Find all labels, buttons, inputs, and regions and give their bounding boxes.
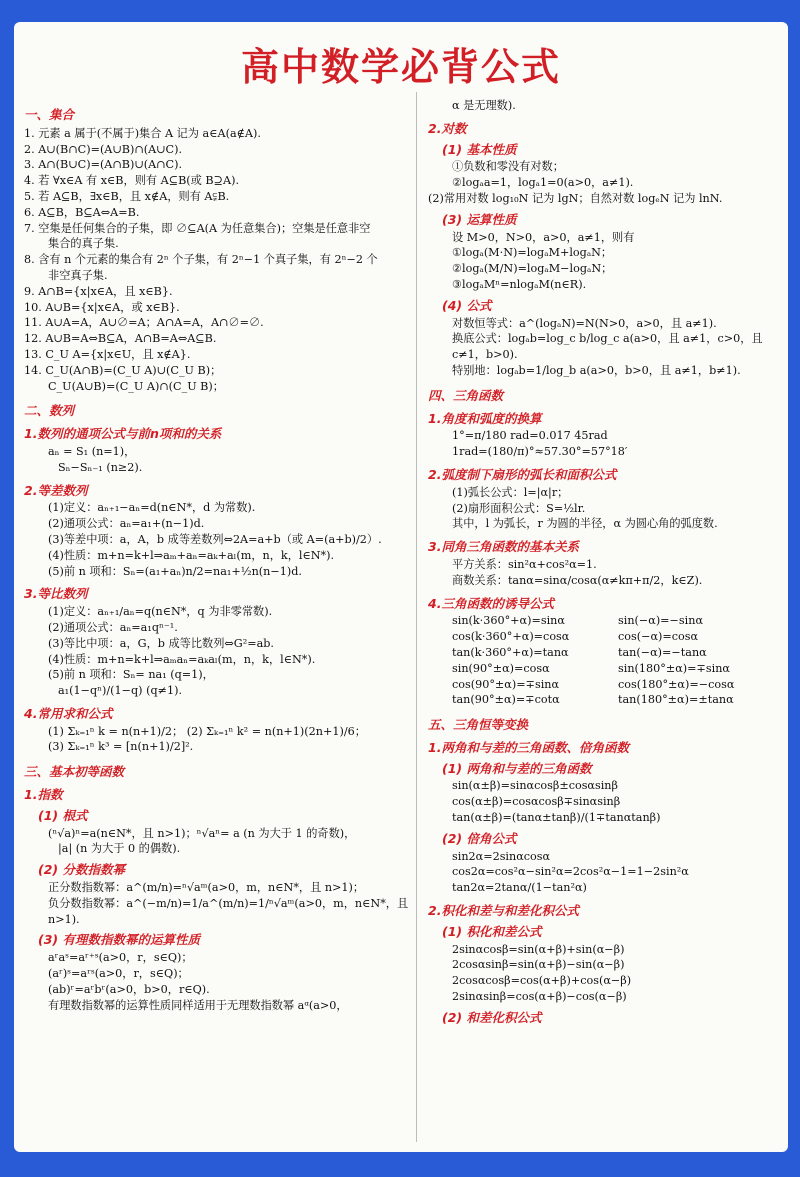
section-heading: 3.等比数列 xyxy=(24,586,88,602)
formula-line: (2)通项公式：aₙ=a₁+(n−1)d. xyxy=(48,517,205,531)
page-title: 高中数学必背公式 xyxy=(240,45,561,89)
section-heading: (1) 根式 xyxy=(38,807,88,823)
formula-line: (3)等比中项：a，G，b 成等比数列⇔G²=ab. xyxy=(48,636,274,650)
formula-line: |a| (n 为大于 0 的偶数). xyxy=(58,842,181,856)
formula-line: ①负数和零没有对数； xyxy=(452,160,564,174)
formula-line: (2)扇形面积公式：S=½lr. xyxy=(452,501,586,515)
formula-line: 2cosαcosβ=cos(α+β)+cos(α−β) xyxy=(452,974,632,988)
left-column xyxy=(24,98,412,1013)
section-heading: (2) 倍角公式 xyxy=(442,830,517,846)
section-heading: 1.角度和弧度的换算 xyxy=(428,410,542,426)
formula-sheet xyxy=(14,22,788,1152)
formula-line: sin(α±β)=sinαcosβ±cosαsinβ xyxy=(452,779,618,793)
formula-right: cos(180°±α)=−cosα xyxy=(618,677,735,691)
formula-line: 平方关系：sin²α+cos²α=1. xyxy=(452,557,597,571)
section-heading: (1) 两角和与差的三角函数 xyxy=(442,760,592,776)
formula-line: (3)等差中项：a，A，b 成等差数列⇔2A=a+b（或 A=(a+b)/2）. xyxy=(48,532,382,546)
formula-line: (1) Σₖ₌₁ⁿ k = n(n+1)/2； (2) Σₖ₌₁ⁿ k² = n(n+1)(2n+1)/6； xyxy=(48,724,366,738)
section-heading: 一、集合 xyxy=(24,107,75,122)
formula-line: 正分数指数幂：a^(m/n)=ⁿ√aᵐ(a>0，m，n∈N*，且 n>1)； xyxy=(48,881,365,895)
formula-row xyxy=(428,613,784,629)
formula-line: aₙ = S₁ (n=1)， xyxy=(48,444,136,458)
formula-line: 1rad=(180/π)°≈57.30°=57°18′ xyxy=(452,445,628,459)
section-heading: 4.三角函数的诱导公式 xyxy=(428,595,554,611)
formula-line: 12. A∪B=A⇔B⊆A，A∩B=A⇔A⊆B. xyxy=(24,332,217,346)
formula-right: cos(−α)=cosα xyxy=(618,630,699,644)
formula-line: 10. A∪B={x|x∈A，或 x∈B}. xyxy=(24,300,180,314)
section-heading: (1) 基本性质 xyxy=(442,141,517,157)
formula-right: sin(−α)=−sinα xyxy=(618,614,704,628)
formula-line: sin2α=2sinαcosα xyxy=(452,849,551,863)
formula-line: 13. C_U A={x|x∈U，且 x∉A}. xyxy=(24,347,191,361)
formula-line: 5. 若 A⊆B，∃x∈B，且 x∉A，则有 A⫋B. xyxy=(24,189,230,203)
formula-left: tan(90°±α)=∓cotα xyxy=(452,693,560,707)
formula-line: (5)前 n 项和：Sₙ=(a₁+aₙ)n/2=na₁+½n(n−1)d. xyxy=(48,564,302,578)
formula-line: 8. 含有 n 个元素的集合有 2ⁿ 个子集，有 2ⁿ−1 个真子集，有 2ⁿ−2 个 xyxy=(24,253,378,267)
section-heading: 1.指数 xyxy=(24,787,63,803)
formula-line: 4. 若 ∀x∈A 有 x∈B，则有 A⊆B(或 B⊇A). xyxy=(24,174,240,188)
formula-line: 集合的真子集. xyxy=(48,237,119,251)
section-heading: 二、数列 xyxy=(24,403,75,419)
section-heading: 2.弧度制下扇形的弧长和面积公式 xyxy=(428,466,617,482)
section-heading: (1) 积化和差公式 xyxy=(442,923,542,939)
section-heading: 1.数列的通项公式与前n项和的关系 xyxy=(24,426,222,442)
section-heading: (3) 有理数指数幂的运算性质 xyxy=(38,932,200,948)
formula-right: tan(−α)=−tanα xyxy=(618,645,707,659)
formula-line: (2)通项公式：aₙ=a₁qⁿ⁻¹. xyxy=(48,620,178,634)
section-heading: (2) 和差化积公式 xyxy=(442,1009,542,1025)
formula-line: tan2α=2tanα/(1−tan²α) xyxy=(452,881,587,895)
section-heading: 2.对数 xyxy=(428,120,467,136)
formula-line: 非空真子集. xyxy=(48,268,108,282)
formula-line: cos2α=cos²α−sin²α=2cos²α−1=1−2sin²α xyxy=(452,865,689,879)
formula-line: 2sinαsinβ=cos(α+β)−cos(α−β) xyxy=(452,990,627,1004)
formula-line: cos(α±β)=cosαcosβ∓sinαsinβ xyxy=(452,795,621,809)
formula-line: 2cosαsinβ=sin(α+β)−sin(α−β) xyxy=(452,958,625,972)
formula-line: 2. A∪(B∩C)=(A∪B)∩(A∪C). xyxy=(24,142,183,156)
formula-line: 对数恒等式：a^(logₐN)=N(N>0，a>0，且 a≠1). xyxy=(452,316,717,330)
formula-line: 6. A⊆B，B⊆A⇔A=B. xyxy=(24,205,140,219)
formula-left: sin(k·360°+α)=sinα xyxy=(452,614,565,628)
formula-line: C_U(A∪B)=(C_U A)∩(C_U B)； xyxy=(48,379,224,393)
right-column xyxy=(428,98,784,1028)
column-divider xyxy=(416,92,417,1142)
section-heading: 4.常用求和公式 xyxy=(24,705,113,721)
formula-row xyxy=(428,645,784,661)
formula-row xyxy=(428,629,784,645)
formula-row xyxy=(428,661,784,677)
formula-line: 7. 空集是任何集合的子集，即 ∅⊆A(A 为任意集合)；空集是任意非空 xyxy=(24,221,371,235)
formula-line: α 是无理数). xyxy=(452,99,516,112)
section-heading: 五、三角恒等变换 xyxy=(428,717,529,733)
formula-row xyxy=(428,692,784,708)
section-heading: 1.两角和与差的三角函数、倍角函数 xyxy=(428,739,629,755)
formula-line: 2sinαcosβ=sin(α+β)+sin(α−β) xyxy=(452,942,625,956)
formula-line: 其中，l 为弧长，r 为圆的半径，α 为圆心角的弧度数. xyxy=(452,517,718,531)
formula-line: (3) Σₖ₌₁ⁿ k³ = [n(n+1)/2]². xyxy=(48,740,194,754)
formula-right: tan(180°±α)=±tanα xyxy=(618,693,734,707)
formula-left: cos(k·360°+α)=cosα xyxy=(452,630,570,644)
formula-line: ②logₐ(M/N)=logₐM−logₐN； xyxy=(452,262,613,276)
formula-line: (5)前 n 项和：Sₙ= na₁ (q=1)， xyxy=(48,668,214,682)
formula-line: aʳaˢ=aʳ⁺ˢ(a>0，r，s∈Q)； xyxy=(48,951,193,965)
formula-line: (2)常用对数 log₁₀N 记为 lgN；自然对数 logₑN 记为 lnN. xyxy=(428,191,723,205)
formula-line: (ⁿ√a)ⁿ=a(n∈N*，且 n>1)；ⁿ√aⁿ= a (n 为大于 1 的奇数)， xyxy=(48,826,356,840)
section-heading: 三、基本初等函数 xyxy=(24,764,125,780)
formula-line: 1. 元素 a 属于(不属于)集合 A 记为 a∈A(a∉A). xyxy=(24,126,261,140)
formula-line: 14. C_U(A∩B)=(C_U A)∪(C_U B)； xyxy=(24,363,222,377)
section-heading: (4) 公式 xyxy=(442,297,492,313)
formula-row xyxy=(428,677,784,693)
formula-line: ①logₐ(M·N)=logₐM+logₐN； xyxy=(452,246,613,260)
formula-line: (1)弧长公式：l=|α|r； xyxy=(452,485,569,499)
formula-line: (aʳ)ˢ=aʳˢ(a>0，r，s∈Q)； xyxy=(48,967,189,981)
formula-line: Sₙ−Sₙ₋₁ (n≥2). xyxy=(58,460,143,474)
section-heading: (3) 运算性质 xyxy=(442,211,517,227)
section-heading: 四、三角函数 xyxy=(428,387,504,403)
formula-line: (4)性质：m+n=k+l⇒aₘ+aₙ=aₖ+aₗ(m，n，k，l∈N*). xyxy=(48,548,335,562)
formula-line: tan(α±β)=(tanα±tanβ)/(1∓tanαtanβ) xyxy=(452,811,661,825)
section-heading: 2.等差数列 xyxy=(24,482,88,498)
formula-line: (1)定义：aₙ₊₁/aₙ=q(n∈N*，q 为非零常数). xyxy=(48,605,273,619)
formula-line: 1°=π/180 rad=0.017 45rad xyxy=(452,429,608,443)
formula-line: ③logₐMⁿ=nlogₐM(n∈R). xyxy=(452,277,587,291)
formula-left: sin(90°±α)=cosα xyxy=(452,661,550,675)
formula-line: (ab)ʳ=aʳbʳ(a>0，b>0，r∈Q). xyxy=(48,982,210,996)
section-heading: (2) 分数指数幂 xyxy=(38,862,125,878)
section-heading: 3.同角三角函数的基本关系 xyxy=(428,539,579,555)
formula-left: cos(90°±α)=∓sinα xyxy=(452,677,560,691)
formula-left: tan(k·360°+α)=tanα xyxy=(452,645,569,659)
formula-line: 设 M>0，N>0，a>0，a≠1，则有 xyxy=(452,230,635,244)
formula-line: a₁(1−qⁿ)/(1−q) (q≠1). xyxy=(58,684,183,698)
section-heading: 2.积化和差与和差化积公式 xyxy=(428,903,579,919)
formula-line: (4)性质：m+n=k+l⇒aₘaₙ=aₖaₗ(m，n，k，l∈N*). xyxy=(48,652,316,666)
formula-line: 特别地：logₐb=1/log_b a(a>0，b>0，且 a≠1，b≠1). xyxy=(452,363,741,377)
formula-right: sin(180°±α)=∓sinα xyxy=(618,661,730,675)
formula-line: 换底公式：logₐb=log_c b/log_c a(a>0，且 a≠1，c>0，且 c≠1，b>0). xyxy=(452,332,763,362)
formula-line: 9. A∩B={x|x∈A，且 x∈B}. xyxy=(24,284,173,298)
formula-line: 11. A∪A=A，A∪∅=A；A∩A=A，A∩∅=∅. xyxy=(24,316,264,330)
formula-line: (1)定义：aₙ₊₁−aₙ=d(n∈N*，d 为常数). xyxy=(48,501,256,515)
formula-line: 3. A∩(B∪C)=(A∩B)∪(A∩C). xyxy=(24,158,183,172)
formula-line: ②logₐa=1，logₐ1=0(a>0，a≠1). xyxy=(452,176,634,190)
formula-line: 负分数指数幂：a^(−m/n)=1/a^(m/n)=1/ⁿ√aᵐ(a>0，m，n∈N*，且 n>1). xyxy=(48,896,409,926)
formula-line: 商数关系：tanα=sinα/cosα(α≠kπ+π/2，k∈Z). xyxy=(452,573,703,587)
formula-line: 有理数指数幂的运算性质同样适用于无理数指数幂 aᵅ(a>0， xyxy=(48,998,348,1012)
